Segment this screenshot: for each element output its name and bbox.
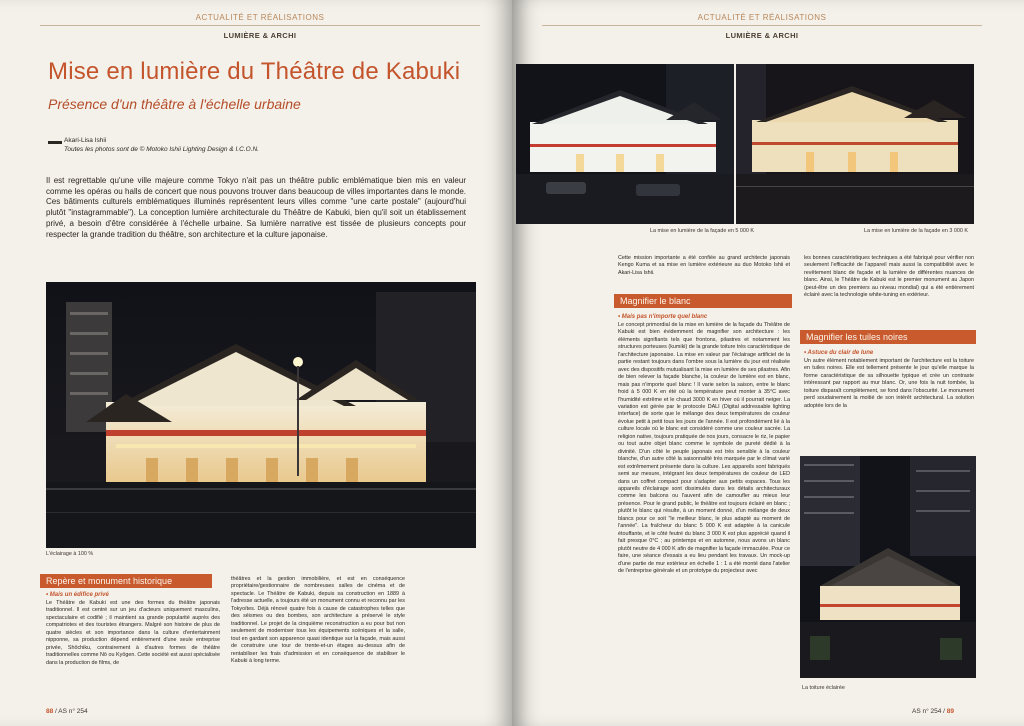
article-subtitle: Présence d'un théâtre à l'échelle urbaine <box>48 96 301 112</box>
facade-3000k-photo <box>736 64 974 224</box>
theatre-night-photo <box>46 282 476 548</box>
blanc-column-text: Le concept primordial de la mise en lumière de la façade du Théâtre de Kabuki est bien évidemment de magnifier son architecture : les éléments signifiants tels que frontons, pilastres et notamment les structures porteuses (kumiki) de la grande toiture très caractéristique de l'architecture japonaise. La mise en valeur par l'éclairage artificiel de la partie restant toujours dans l'ombre sous la lumière du jour est réalisée avec des dispositifs mutualisant la mise en lumière de ses pilastres. Afin de bien relever la façade blanche, la couleur de lumière est en blanc, mais pas n'importe quel blanc ! Il varie selon la saison, entre le blanc froid à 5 000 K en été où la température peut monter à 35°C avec l'humidité extrême et le chaud 3000 K en hiver où il pourrait neiger. La variation est gérée par le protocole DALI (Digital addressable lighting interface) de sorte que le mélange des deux températures de couleur évolue petit à petit tous les jours de l'année. Il est profondément lié à la culture locale où le blanc est considéré comme une couleur sacrée. La religion native, toujours pratiquée de nos jours, consacre le riz, le papier ou tout autre objet blanc comme le symbole de pureté dédié à la divinité. D'un côté le peuple japonais est très sensible à la couleur blanche, d'un autre côté la saisonnalité très marquée par le climat varié est extrêmement présente dans la culture. Les appareils sont fabriqués semi sur mesure, intégrant les deux températures de couleur de LED dans un coffret compact pour s'adapter aux petits espaces. Tous les appareils d'éclairage sont dissimulés dans les détails architecturaux comme les balcons ou l'auvent afin de camoufler au mieux leur présence. Pour le grand public, le théâtre est toujours éclairé en blanc ; plutôt le blanc qui résulte, à un moment donné, d'un mélange de deux blancs pour ce soit "le meilleur blanc, le plus adapté au moment de l'année". La fraîcheur du blanc 5 000 K est adaptée à la canicule étouffante, et le côté feutré du blanc 3 000 K est plus apprécié quand il fait presque 0°C ; au printemps et en automne, nous avons un blanc plutôt neutre de 4 000 K afin de magnifier la façade immaculée. Pour ce faire, une séance d'essais a eu lieu pendant les travaux. Un mock-up d'une partie de mur extérieur en échelle 1 : 1 a été monté dans l'atelier de l'entreprise générale et un prototype du projecteur avec <box>618 322 790 574</box>
rubric-right: ACTUALITÉ ET RÉALISATIONS <box>697 13 827 22</box>
caption-3000k: La mise en lumière de la façade en 3 000 K <box>864 228 968 234</box>
facade-5000k-photo <box>516 64 734 224</box>
author-marker <box>48 141 62 144</box>
subhead-quel-blanc: • Mais pas n'importe quel blanc <box>618 314 708 320</box>
caption-5000k: La mise en lumière de la façade en 5 000 K <box>650 228 754 234</box>
rubric-left: ACTUALITÉ ET RÉALISATIONS <box>195 13 325 22</box>
facade-5000k-illustration <box>516 64 734 224</box>
roof-illustration <box>800 456 976 678</box>
page-number-left: 88 <box>46 708 54 715</box>
facade-3000k-illustration <box>736 64 974 224</box>
white-tuning-text: les bonnes caractéristiques techniques a été fabriqué pour vérifier non seulement l'efficacité de l'appareil mais aussi la compatibilité avec le revêtement blanc de façade et la lumière de différentes nuances de blanc. Ainsi, le Théâtre de Kabuki est le premier monument au Japon (peut-être un des premiers au niveau mondial) qui a été entièrement éclairé avec la technologie white-tuning en extérieur. <box>804 255 974 299</box>
folio-right <box>912 708 954 715</box>
article-title: Mise en lumière du Théâtre de Kabuki <box>48 58 461 85</box>
roof-aerial-photo <box>800 456 976 678</box>
rubric-divider-left <box>40 25 480 26</box>
tuiles-column-text: Un autre élément notablement important de l'architecture est la toiture en tuiles noires. Elle est tellement présente le jour qu'elle marque la forme caractéristique de sa silhouette typique et crée un contraste intéressant par rapport au mur blanc. Or, une fois la nuit tombée, la toiture disparaît complètement, se fond dans l'obscurité. Le monument perd soudainement la moitié de son intérêt architectural. La solution adoptée lors de la <box>804 358 974 409</box>
issue-right: AS n° 254 / <box>912 708 945 715</box>
intro-right-column: Cette mission importante a été confiée au grand architecte japonais Kengo Kuma et sa mise en lumière extérieure au duo Motoko Ishii et Akari-Lisa Ishii. <box>618 255 790 276</box>
author-name: Akari-Lisa Ishii <box>64 137 107 144</box>
article-intro: Il est regrettable qu'une ville majeure comme Tokyo n'ait pas un théâtre public emblématique bien mis en valeur comme les opéras ou halls de concert que nous pouvons trouver dans beaucoup de villes importantes dans le monde. Ces bâtiments culturels emblématiques illuminés représentent leurs villes comme "une carte postale" (aujourd'hui plutôt "instagrammable"). La conception lumière architecturale du Théâtre de Kabuki, bien qu'il soit un établissement privé, a besoin d'être considérée à l'échelle urbaine. Sa lumière narrative est tissée de plusieurs concepts pour respecter la grande tradition du théâtre, son architecture et la culture japonaise. <box>46 176 466 239</box>
right-page <box>512 0 1024 726</box>
theatre-illustration <box>46 282 476 548</box>
folio-left <box>46 708 88 715</box>
main-photo-caption: L'éclairage à 100 % <box>46 551 94 557</box>
subhead-edifice-prive: • Mais un édifice privé <box>46 592 109 598</box>
page-number-right: 89 <box>946 708 955 715</box>
section-heading-repere: Repère et monument historique <box>40 574 212 588</box>
issue-left: / AS n° 254 <box>55 708 88 715</box>
repere-column-1: Le Théâtre de Kabuki est une des formes du théâtre japonais traditionnel. Il est centré sur un jeu d'acteurs uniquement masculins, spectaculaire et codifié ; il maintient sa grande popularité auprès des compatriotes et des touristes étrangers. Malgré son histoire de plus de quatre siècles et son importance dans la culture d'entertainment nipponne, sa production dépend entièrement d'une seule entreprise privée, Shōchiku, contrairement à d'autres formes de théâtre traditionnelles comme Nō ou Kyōgen. Cette société est aussi spécialisée dans la production de films, de <box>46 600 220 666</box>
subhead-clair-de-lune: • Astuce du clair de lune <box>804 350 874 356</box>
repere-column-2: théâtres et la gestion immobilière, et est en conséquence propriétaire/gestionnaire de nombreuses salles de cinéma et de spectacle. Le Théâtre de Kabuki, depuis sa construction en 1889 à l'adresse actuelle, a toujours été un monument connu et reconnu par les Tokyoïtes. Déjà rénové quatre fois à cause de catastrophes telles que des séismes ou des bombes, son architecture a préservé le style traditionnel. Le projet de la cinquième reconstruction a eu pour but non seulement de moderniser tous les équipements scéniques et la salle, tout en gardant son apparence quasi identique sur la façade, mais aussi de construire une tour de trente-et-un étages au-dessus afin de rentabiliser les frais d'admission et en conséquence de stabiliser le Kabuki à long terme. <box>231 576 405 664</box>
section-label-right: LUMIÈRE & ARCHI <box>725 31 799 40</box>
section-heading-tuiles: Magnifier les tuiles noires <box>800 330 976 344</box>
roof-photo-caption: La toiture éclairée <box>802 685 845 691</box>
section-label-left: LUMIÈRE & ARCHI <box>223 31 297 40</box>
photo-credits: Toutes les photos sont de © Motoko Ishii Lighting Design & I.C.O.N. <box>64 146 259 153</box>
rubric-divider-right <box>542 25 982 26</box>
section-heading-blanc: Magnifier le blanc <box>614 294 792 308</box>
